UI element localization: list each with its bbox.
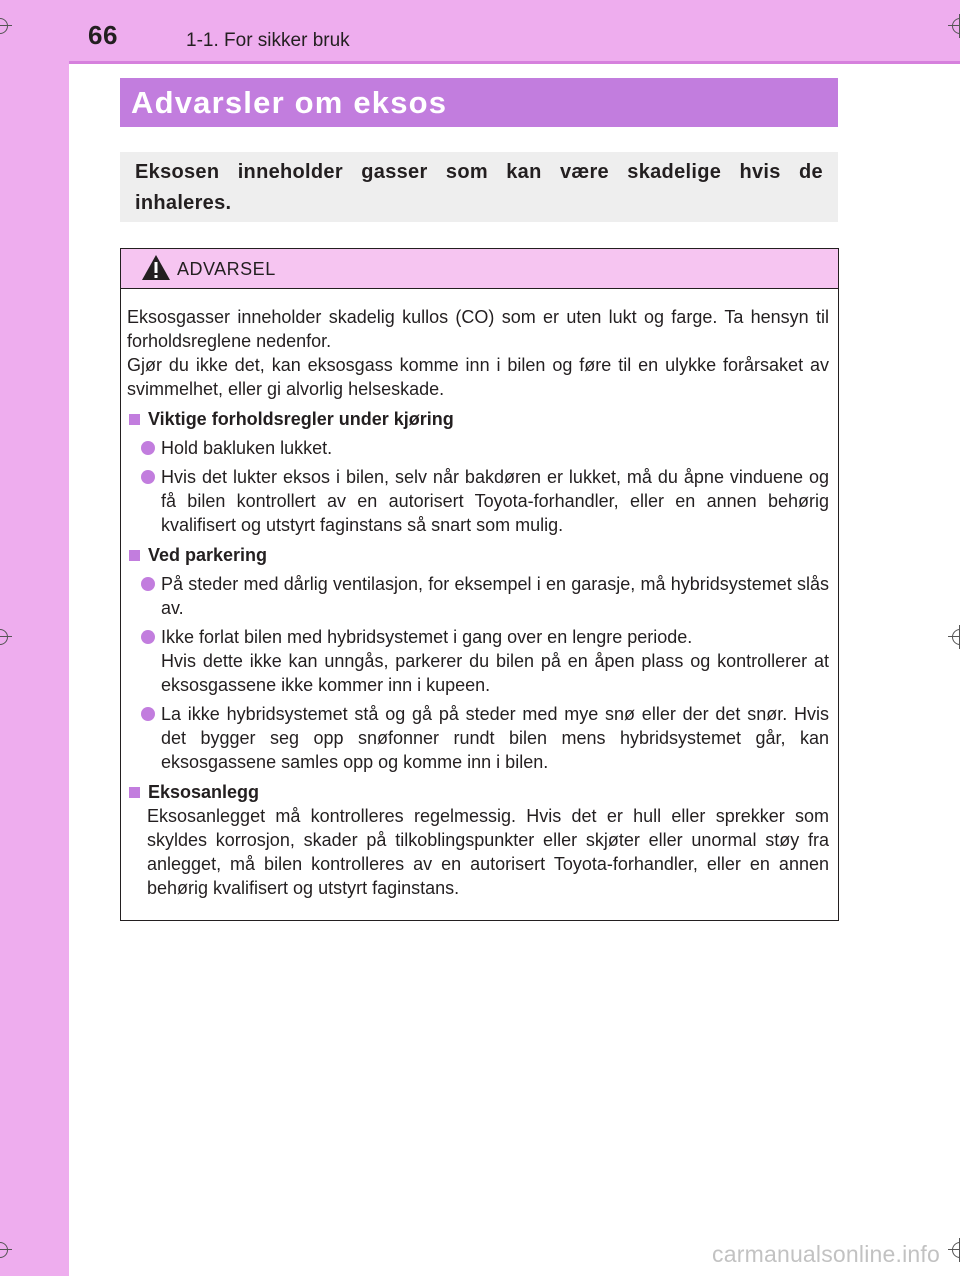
list-item [127,572,829,620]
list-item [127,625,829,697]
warning-header [121,249,838,289]
round-bullet-icon [141,441,155,455]
page-number: 66 [88,20,118,50]
section-heading [127,407,829,431]
warning-triangle-icon [141,254,171,281]
square-bullet-icon [129,787,140,798]
round-bullet-icon [141,470,155,484]
warning-label: ADVARSEL [177,259,276,279]
list-item [127,465,829,537]
header-rule [69,61,960,64]
round-bullet-icon [141,630,155,644]
registration-mark [948,14,960,38]
registration-mark [948,1238,960,1262]
list-item-text: Hold bakluken lukket. [161,438,333,458]
registration-mark [0,14,12,38]
round-bullet-icon [141,707,155,721]
registration-mark [0,1238,12,1262]
warning-body [121,289,838,900]
round-bullet-icon [141,577,155,591]
warning-paragraph: Eksosgasser inneholder skadelig kullos (CO) som er uten lukt og farge. Ta hensyn til forholdsreglene nedenfor. [127,307,829,351]
section-heading [127,543,829,567]
section-label: 1-1. For sikker bruk [186,30,350,51]
list-item-continuation: Hvis dette ikke kan unngås, parkerer du bilen på en åpen plass og kontrollerer at eksosgassene ikke kommer inn i kupeen. [161,651,829,695]
title-bar [120,78,838,127]
watermark: carmanualsonline.info [712,1241,940,1267]
section-heading-text: Viktige forholdsregler under kjøring [148,409,454,429]
square-bullet-icon [129,550,140,561]
registration-mark [948,625,960,649]
list-item [127,702,829,774]
list-item-text: På steder med dårlig ventilasjon, for eksempel i en garasje, må hybridsystemet slås av. [161,574,829,618]
list-item [127,436,829,460]
section-heading-text: Ved parkering [148,545,268,565]
intro-text: Eksosen inneholder gasser som kan være skadelige hvis de inhaleres. [135,161,823,214]
intro-box [120,152,838,222]
page-title: Advarsler om eksos [131,84,448,120]
list-item-text: Hvis det lukter eksos i bilen, selv når bakdøren er lukket, må du åpne vinduene og få bilen kontrollert av en autorisert Toyota-forhandler, eller en annen behørig kvalifisert og utstyrt faginstans så snart som mulig. [161,467,829,535]
list-item-content [161,625,829,697]
registration-mark [0,625,12,649]
list-item-text: La ikke hybridsystemet stå og gå på steder med mye snø eller der det snør. Hvis det bygger seg opp snøfonner rundt bilen mens hybridsystemet går, kan eksosgassene samles opp og komme inn i bilen. [161,704,829,772]
warning-paragraph: Gjør du ikke det, kan eksosgass komme inn i bilen og føre til en ulykke forårsaket av svimmelhet, eller gi alvorlig helseskade. [127,355,829,399]
list-item-text: Ikke forlat bilen med hybridsystemet i gang over en lengre periode. [161,627,693,647]
section-text: Eksosanlegget må kontrolleres regelmessig. Hvis det er hull eller sprekker som skyldes korrosjon, skader på tilkoblingspunkter eller skjøter eller unormal støy fra anlegget, må bilen kontrolleres av en autorisert Toyota-forhandler, eller en annen behørig kvalifisert og utstyrt faginstans. [147,806,829,898]
section-heading-text: Eksosanlegg [148,782,260,802]
section-heading [127,780,829,804]
warning-box [120,248,839,921]
square-bullet-icon [129,414,140,425]
